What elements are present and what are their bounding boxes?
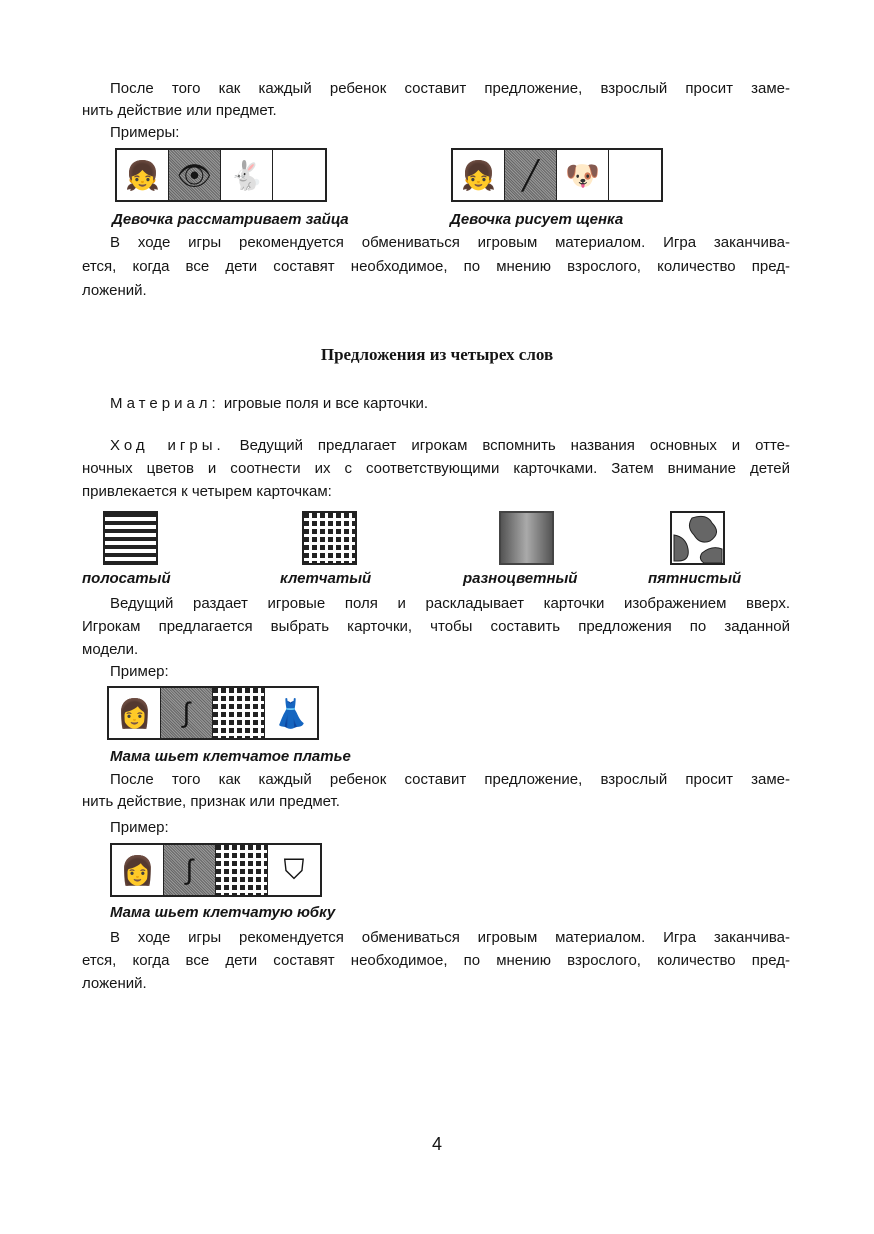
dress-icon: 👗 (273, 697, 309, 729)
empty-cell (273, 150, 325, 200)
card-strip-girl-looks-hare (115, 148, 327, 202)
card-strip-girl-draws-puppy (451, 148, 663, 202)
mom-icon: 👩 (112, 845, 164, 895)
text-line: После того как каждый ребенок составит предложение, взрослый просит заме- (110, 771, 790, 788)
caption: Девочка рассматривает зайца (112, 211, 349, 228)
needle-icon: ∫ (164, 845, 216, 895)
example-label: Пример: (110, 819, 169, 836)
skirt-icon: ⛉ (283, 853, 305, 885)
pattern-label: полосатый (82, 570, 171, 587)
course-text: Ведущий предлагает игрокам вспомнить названия основных и отте- (224, 437, 790, 454)
checkered-icon (213, 688, 265, 738)
multicolor-pattern-card (499, 511, 554, 565)
pattern-label: разноцветный (463, 570, 578, 587)
text-line: нить действие или предмет. (82, 102, 277, 119)
card-strip-mom-sews-dress (107, 686, 319, 740)
girl-icon: 👧 (117, 150, 169, 200)
material-text: игровые поля и все карточки. (219, 395, 429, 412)
text-line: нить действие, признак или предмет. (82, 793, 340, 810)
empty-cell (609, 150, 661, 200)
text-line: В ходе игры рекомендуется обмениваться игровым материалом. Игра заканчива- (110, 929, 790, 946)
text-line (82, 436, 790, 456)
hare-icon: 🐇 (221, 150, 273, 200)
course-label: Ход игры. (110, 437, 225, 454)
examples-label: Примеры: (110, 124, 180, 141)
pencil-icon: ╱ (505, 150, 557, 200)
material-line (82, 394, 790, 414)
puppy-icon: 🐶 (557, 150, 609, 200)
needle-icon: ∫ (161, 688, 213, 738)
text-line: Ведущий раздает игровые поля и раскладывает карточки изображением вверх. (110, 595, 790, 612)
mom-icon: 👩 (109, 688, 161, 738)
caption: Мама шьет клетчатую юбку (110, 904, 336, 921)
text-line: ется, когда все дети составят необходимое, по мнению взрослого, количество пред- (82, 258, 790, 275)
example-label: Пример: (110, 663, 169, 680)
caption: Девочка рисует щенка (450, 211, 624, 228)
text-line: ложений. (82, 975, 147, 992)
text-line: Игрокам предлагается выбрать карточки, чтобы составить предложения по заданной (82, 618, 790, 635)
checkered-pattern-card (302, 511, 357, 565)
caption: Мама шьет клетчатое платье (110, 748, 351, 765)
striped-pattern-card (103, 511, 158, 565)
spots-icon (672, 513, 723, 563)
eye-icon: 👁 (169, 150, 221, 200)
checkered-icon (216, 845, 268, 895)
section-heading: Предложения из четырех слов (320, 345, 554, 364)
girl-icon: 👧 (453, 150, 505, 200)
text-line: После того как каждый ребенок составит предложение, взрослый просит заме- (110, 80, 790, 97)
material-label: Материал: (110, 395, 220, 412)
text-line: привлекается к четырем карточкам: (82, 483, 332, 500)
pattern-label: пятнистый (648, 570, 742, 587)
card-strip-mom-sews-skirt (110, 843, 322, 897)
text-line: ложений. (82, 282, 147, 299)
page-number: 4 (431, 1134, 442, 1154)
text-line: ется, когда все дети составят необходимое, по мнению взрослого, количество пред- (82, 952, 790, 969)
text-line: модели. (82, 641, 139, 658)
text-line: ночных цветов и соотнести их с соответствующими карточками. Затем внимание детей (82, 460, 790, 477)
pattern-label: клетчатый (280, 570, 372, 587)
spotted-pattern-card (670, 511, 725, 565)
text-line: В ходе игры рекомендуется обмениваться игровым материалом. Игра заканчива- (110, 234, 790, 251)
